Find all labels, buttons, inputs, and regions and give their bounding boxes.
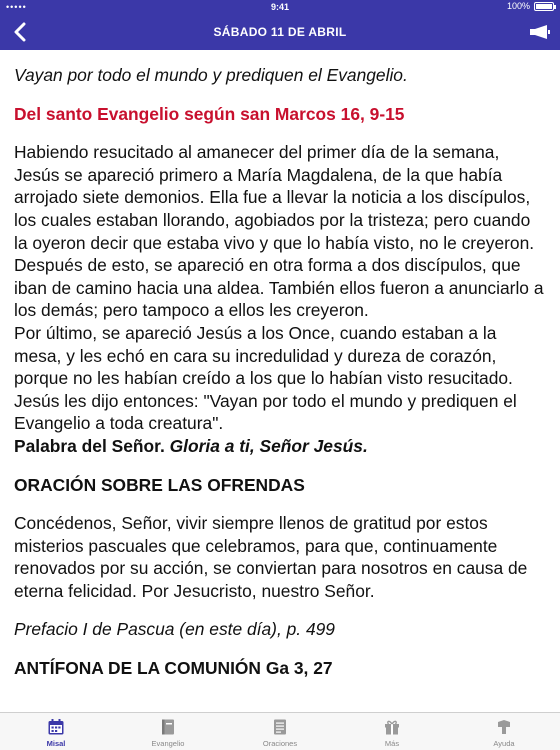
gospel-heading: Del santo Evangelio según san Marcos 16, 9-15 xyxy=(14,103,405,124)
closing-response: Gloria a ti, Señor Jesús. xyxy=(169,435,368,456)
share-button[interactable] xyxy=(528,22,552,42)
gospel-paragraph: Después de esto, se apareció en otra forma a dos discípulos, que iban de camino hacia una aldea. También ellos fueron a anunciarlo a los demás; pero tampoco a ellos les creyeron. xyxy=(14,255,544,321)
document-icon xyxy=(270,717,290,737)
communion-heading: ANTÍFONA DE LA COMUNIÓN Ga 3, 27 xyxy=(14,658,333,679)
gospel-paragraph: Habiendo resucitado al amanecer del primer día de la semana, Jesús se apareció primero a María Magdalena, de la que había arrojado siete demonios. Ella fue a llevar la noticia a los discípulos, los cuales estaban llorando, agobiados por la tristeza; pero cuando la oyeron decir que estaba vivo y que lo había visto, no le creyeron. xyxy=(14,142,535,253)
gospel-text xyxy=(14,141,548,457)
megaphone-icon xyxy=(529,24,551,40)
book-icon xyxy=(158,717,178,737)
signal-indicator: ••••• xyxy=(6,2,27,12)
gospel-closing xyxy=(14,435,548,458)
navigation-bar xyxy=(0,14,560,50)
reading-content[interactable] xyxy=(14,50,548,710)
status-time: 9:41 xyxy=(270,2,289,12)
tab-label: Evangelio xyxy=(151,739,185,748)
tab-bar xyxy=(0,712,560,750)
gift-icon xyxy=(382,717,402,737)
chevron-left-icon xyxy=(13,22,27,42)
tab-label: Más xyxy=(384,739,400,748)
calendar-icon xyxy=(46,717,66,737)
tab-oraciones[interactable] xyxy=(224,713,336,750)
status-bar xyxy=(0,0,560,14)
tab-label: Misal xyxy=(46,739,66,748)
intro-antiphon: Vayan por todo el mundo y prediquen el Evangelio. xyxy=(14,65,408,85)
battery-icon xyxy=(534,2,554,11)
tab-ayuda[interactable] xyxy=(448,713,560,750)
closing-word: Palabra del Señor. xyxy=(14,435,165,456)
tab-label: Oraciones xyxy=(262,739,298,748)
page-title: SÁBADO 11 DE ABRIL xyxy=(213,25,347,39)
tab-mas[interactable] xyxy=(336,713,448,750)
preface-note: Prefacio I de Pascua (en este día), p. 499 xyxy=(14,619,335,640)
tab-misal[interactable] xyxy=(0,713,112,750)
help-icon xyxy=(494,717,514,737)
back-button[interactable] xyxy=(8,20,32,44)
tab-evangelio[interactable] xyxy=(112,713,224,750)
battery-percent: 100% xyxy=(506,1,530,11)
gospel-paragraph: Por último, se apareció Jesús a los Once, cuando estaban a la mesa, y les echó en cara su incredulidad y dureza de corazón, porque no les habían creído a los que lo habían visto resucitado. Jesús les dijo entonces: "Vayan por todo el mundo y prediquen el Evangelio a toda creatura". xyxy=(14,322,517,434)
status-right xyxy=(507,1,554,11)
tab-label: Ayuda xyxy=(493,739,515,748)
offerings-heading: ORACIÓN SOBRE LAS OFRENDAS xyxy=(14,474,305,495)
offerings-prayer: Concédenos, Señor, vivir siempre llenos de gratitud por estos misterios pascuales que celebramos, para que, continuamente renovados por su acción, se conviertan para nosotros en causa de eterna felicidad. Por Jesucristo, nuestro Señor. xyxy=(14,513,528,601)
